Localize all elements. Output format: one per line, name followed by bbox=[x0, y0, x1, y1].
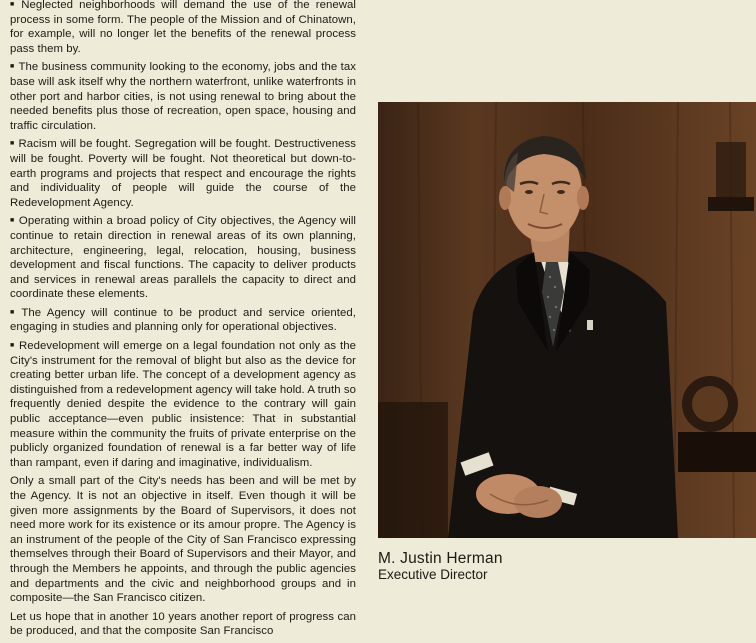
paragraph-neglected-neighborhoods: ■ Neglected neighborhoods will demand the use of the renewal process in some form. The people of the Mission and of Chinatown, for example, will no longer let the benefits of the renewal process pass them by. bbox=[10, 0, 356, 56]
body-text-column bbox=[10, 0, 356, 643]
paragraph-let-us-hope: Let us hope that in another 10 years another report of progress can be produced, and that the composite San Francisco bbox=[10, 610, 356, 638]
paragraph-small-part: Only a small part of the City's needs has been and will be met by the Agency. It is not an objective in itself. Even though it will be given more assignments by the Board of Supervisors, it does not need more work for its existence or its amour propre. The Agency is an instrument of the people of the City of San Francisco expressing themselves through their Board of Supervisors and their Mayor, and through the Members he appoints, and through the public agencies and departments and the civic and neighborhood groups and in composite—the San Francisco citizen. bbox=[10, 475, 356, 605]
paragraph-racism: ■ Racism will be fought. Segregation will be fought. Destructiveness will be fought. Poverty will be fought. Not theoretical but down-to-earth programs and projects that respect and encourage the rights and individuality of people will guide the course of the Redevelopment Agency. bbox=[10, 137, 356, 210]
paragraph-city-objectives: ■ Operating within a broad policy of City objectives, the Agency will continue to retain direction in renewal areas of its own planning, architecture, engineering, legal, relocation, housing, business development and fiscal functions. The capacity to deliver products and services in renewal areas parallels the capacity to direct and coordinate these elements. bbox=[10, 214, 356, 302]
caption-name: M. Justin Herman bbox=[378, 550, 503, 567]
caption-title: Executive Director bbox=[378, 567, 488, 582]
paragraph-product-service: ■ The Agency will continue to be product and service oriented, engaging in studies and planning only for operational objectives. bbox=[10, 306, 356, 335]
paragraph-legal-foundation: ■ Redevelopment will emerge on a legal foundation not only as the City's instrument for the removal of blight but also as the device for creating better urban life. The concept of a development agency as distinguished from a redevelopment agency will take hold. A truth so frequently denied despite the evidence to the contrary will gain public acceptance—even public insistence: That in substantial measure within the community the fruits of private enterprise on the publicly organized foundation of renewal is a far better way of life than rampant, even if daring and imaginative, individualism. bbox=[10, 339, 356, 470]
paragraph-business-community: ■ The business community looking to the economy, jobs and the tax base will ask itself why the northern waterfront, unlike waterfronts in other port and harbor cities, is not using renewal to bring about the needed benefits plus those of recreation, open space, housing and traffic circulation. bbox=[10, 60, 356, 133]
photo-caption bbox=[378, 550, 738, 583]
portrait-photo bbox=[378, 102, 756, 538]
portrait-illustration bbox=[378, 102, 756, 538]
